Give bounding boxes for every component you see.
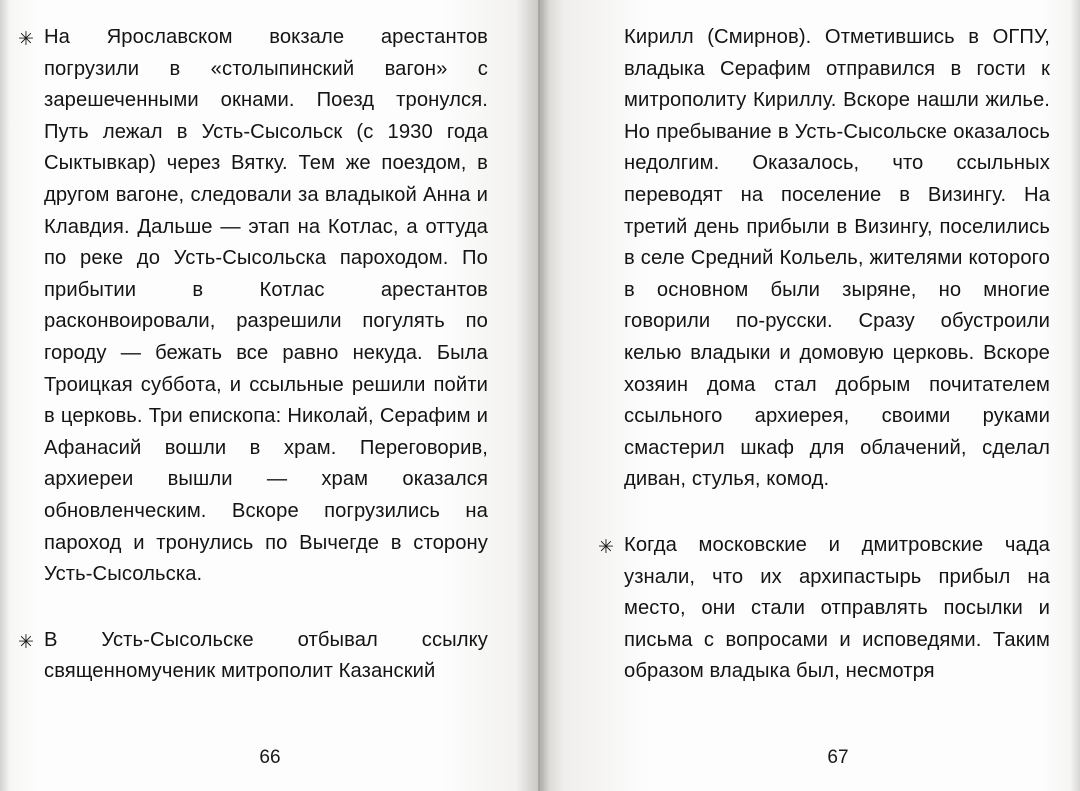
paragraph-entry <box>598 530 1050 688</box>
page-right <box>540 0 1080 791</box>
paragraph-entry-continued <box>598 22 1050 496</box>
asterisk-bullet-icon: ✳ <box>598 536 614 558</box>
page-edge-shadow-left <box>0 0 10 791</box>
asterisk-bullet-icon: ✳ <box>18 29 34 50</box>
page-edge-shadow-right <box>1070 0 1080 791</box>
paragraph-text: В Усть-Сысольске отбывал ссылку священномученик митрополит Казанский <box>44 628 488 683</box>
paragraph-entry <box>18 625 488 688</box>
paragraph-text: На Ярославском вокзале арестантов погрузили в «столыпинский вагон» с зарешеченными окнами. Поезд тронулся. Путь лежал в Усть-Сысольск (с 1930 года Сыктывкар) через Вятку. Тем же поездом, в другом вагоне, следовали за владыкой Анна и Клавдия. Дальше — этап на Котлас, а оттуда по реке до Усть-Сысольска пароходом. По прибытии в Котлас арестантов расконвоировали, разрешили погулять по городу — бежать все равно некуда. Была Троицкая суббота, и ссыльные решили пойти в церковь. Три епископа: Николай, Серафим и Афанасий вошли в храм. Переговорив, архиереи вышли — храм оказался обновленческим. Вскоре погрузились на пароход и тронулись по Вычегде в сторону Усть-Сысольска. <box>44 26 488 586</box>
page-number-right: 67 <box>827 747 849 768</box>
paragraph-text: Когда московские и дмитровские чада узнали, что их архипастырь прибыл на место, они стали отправлять посылки и письма с вопросами и исповедями. Таким образом владыка был, несмотря <box>624 533 1050 683</box>
paragraph-text: Кирилл (Смирнов). Отметившись в ОГПУ, владыка Серафим отправился в гости к митрополиту Кириллу. Вскоре нашли жилье. Но пребывание в Усть-Сысольске оказалось недолгим. Оказалось, что ссыльных переводят на поселение в Визингу. На третий день прибыли в Визингу, поселились в селе Средний Кольель, жителями которого в основном были зыряне, но многие говорили по-русски. Сразу обустроили келью владыки и домовую церковь. Вскоре хозяин дома стал добрым почитателем ссыльного архиерея, своими руками смастерил шкаф для облачений, сделал диван, стулья, комод. <box>624 26 1050 491</box>
paragraph-entry <box>18 22 488 591</box>
asterisk-bullet-icon: ✳ <box>18 631 34 653</box>
page-number-left: 66 <box>259 747 281 768</box>
